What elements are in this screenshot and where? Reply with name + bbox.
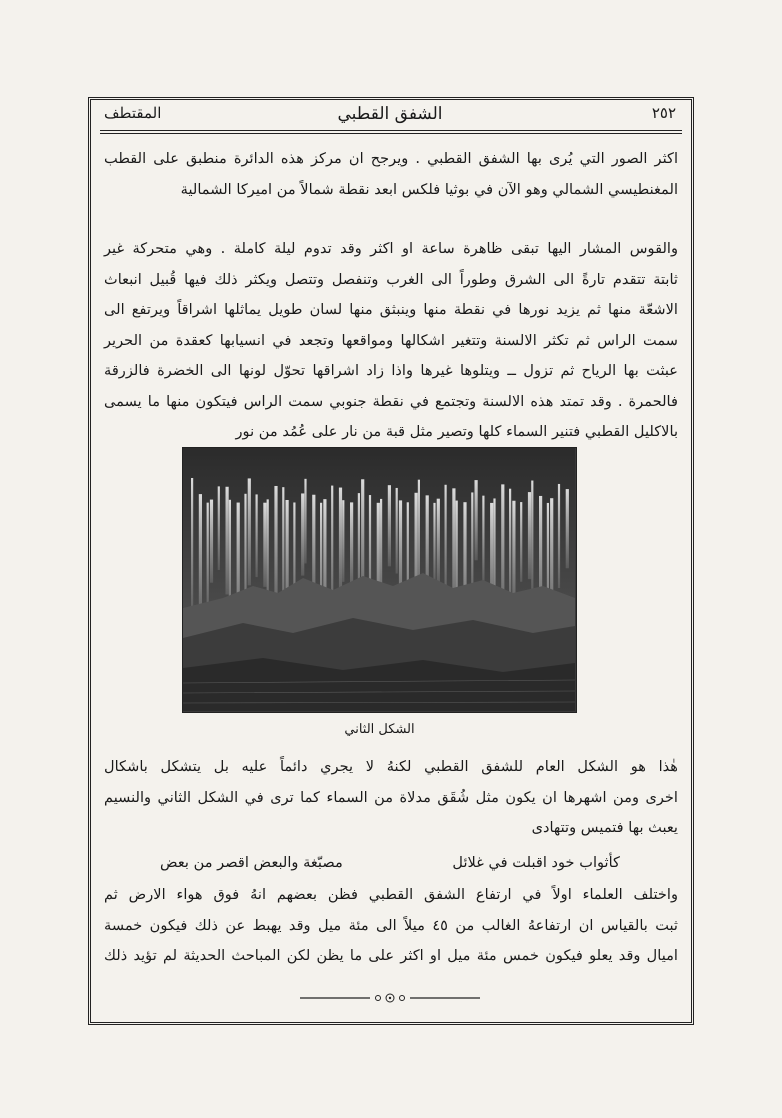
decorative-rule-icon: [300, 990, 480, 1004]
text-line: المغنطيسي الشمالي وهو الآن في بوثيا فلكس ابعد نقطة شمالاً من اميركا الشمالية: [180, 180, 678, 198]
aurora-ray: [342, 500, 344, 582]
journal-name: المقتطف: [104, 104, 162, 122]
aurora-ray: [210, 500, 213, 583]
text-line: عبثت بها الرياح ثم تزول ــ ويتلوها غيرها واذا زاد اشراقها تحوّل لونها الى الخضرة فالزرقة: [104, 362, 678, 379]
paragraph-height: [104, 880, 678, 972]
aurora-ray: [433, 503, 435, 584]
text-line: فالحمرة . وقد تمتد هذه الالسنة وتجتمع في نقطة جنوبي سمت الراس فيتكون منها ما يسمى: [104, 392, 678, 410]
text-line: هٰذا هو الشكل العام للشفق القطبي لكنهُ لا يجري دائماً عليه بل يتشكل باشكال: [104, 758, 678, 775]
text-line: واختلف العلماء اولاً في ارتفاع الشفق القطبي فظن بعضهم انهُ فوق هواء الارض ثم: [104, 886, 678, 903]
verse-first-hemistich: كأثواب خود اقبلت في غلائل: [452, 854, 620, 871]
aurora-engraving-icon: [183, 448, 575, 711]
text-line: ثابتة تتقدم تارةً الى الشرق وطوراً الى الغرب وتنفصل وتتصل ويكثر ذلك فيها قُبيل انبعاث: [104, 270, 678, 288]
aurora-ray: [191, 478, 193, 608]
paragraph-forms: [104, 752, 678, 844]
text-line: الاشعّة منها ثم يزيد نورها في نقطة منها وينبثق منها لسان طويل يماثلها اشراقاً ويرتفع الى: [104, 301, 678, 318]
aurora-ray: [528, 492, 531, 579]
aurora-ray: [558, 484, 560, 588]
aurora-ray: [388, 485, 391, 566]
aurora-ray: [520, 502, 522, 582]
aurora-ray: [566, 489, 569, 568]
aurora-figure: [182, 447, 577, 713]
page-number: ٢٥٢: [651, 104, 676, 122]
text-line: والقوس المشار اليها تبقى ظاهرة ساعة او اكثر وقد تدوم ليلة كاملة . وهي متحركة غير: [104, 240, 678, 257]
paragraph-intro: [104, 144, 678, 205]
text-line: بالاكليل القطبي فتنير السماء كلها وتصير مثل قبة من نار على عُمُد من نور: [235, 423, 678, 440]
aurora-ray: [437, 499, 440, 585]
text-line: اكثر الصور التي يُرى بها الشفق القطبي . ويرجح ان مركز هذه الدائرة منطبق على القطب: [104, 150, 678, 167]
aurora-ray: [301, 493, 304, 575]
aurora-ray: [263, 503, 266, 587]
page-title: الشفق القطبي: [337, 104, 443, 124]
aurora-ray: [475, 480, 478, 560]
text-line: يعبث بها فتميس وتتهادى: [531, 819, 678, 836]
aurora-ray: [304, 479, 306, 564]
text-line: سمت الراس ثم تكثر الالسنة وتتغير اشكالها ومواقعها وتجعد في انسيابها كعقدة من الحرير: [104, 331, 678, 349]
aurora-ray: [445, 485, 447, 595]
aurora-ray: [218, 486, 220, 570]
aurora-ray: [339, 488, 342, 594]
aurora-ray: [531, 481, 533, 591]
figure-caption: الشكل الثاني: [344, 722, 415, 737]
aurora-ray: [207, 503, 209, 610]
aurora-ray: [482, 496, 484, 583]
paragraph-arc-description: [104, 234, 678, 448]
poem-verse: [160, 850, 620, 880]
text-line: ثبت بالقياس ان ارتفاعهُ الغالب من ٤٥ ميلاً الى مئة ميل وقد يهبط عن ذلك فيكون خمسة: [104, 916, 678, 934]
aurora-ray: [274, 486, 277, 610]
text-line: اميال وقد يعلو فيكون خمس مئة ميل او اكثر على ما يظن لكن المباحث الحديثة لم تؤيد ذلك: [104, 947, 678, 964]
running-header: [100, 104, 680, 130]
aurora-ray: [256, 494, 258, 577]
aurora-ray: [471, 492, 473, 597]
aurora-ray: [396, 488, 398, 574]
text-line: اخرى ومن اشهرها ان يكون مثل شُقَق مدلاة من السماء كما ترى في الشكل الثاني والنسيم: [104, 788, 678, 806]
aurora-ray: [248, 478, 251, 585]
aurora-ray: [350, 502, 353, 587]
aurora-ray: [226, 487, 229, 595]
verse-second-hemistich: مصبّغة والبعض اقصر من بعض: [160, 854, 343, 871]
aurora-ray: [199, 494, 202, 618]
header-divider: [100, 130, 682, 134]
aurora-ray: [512, 501, 515, 605]
